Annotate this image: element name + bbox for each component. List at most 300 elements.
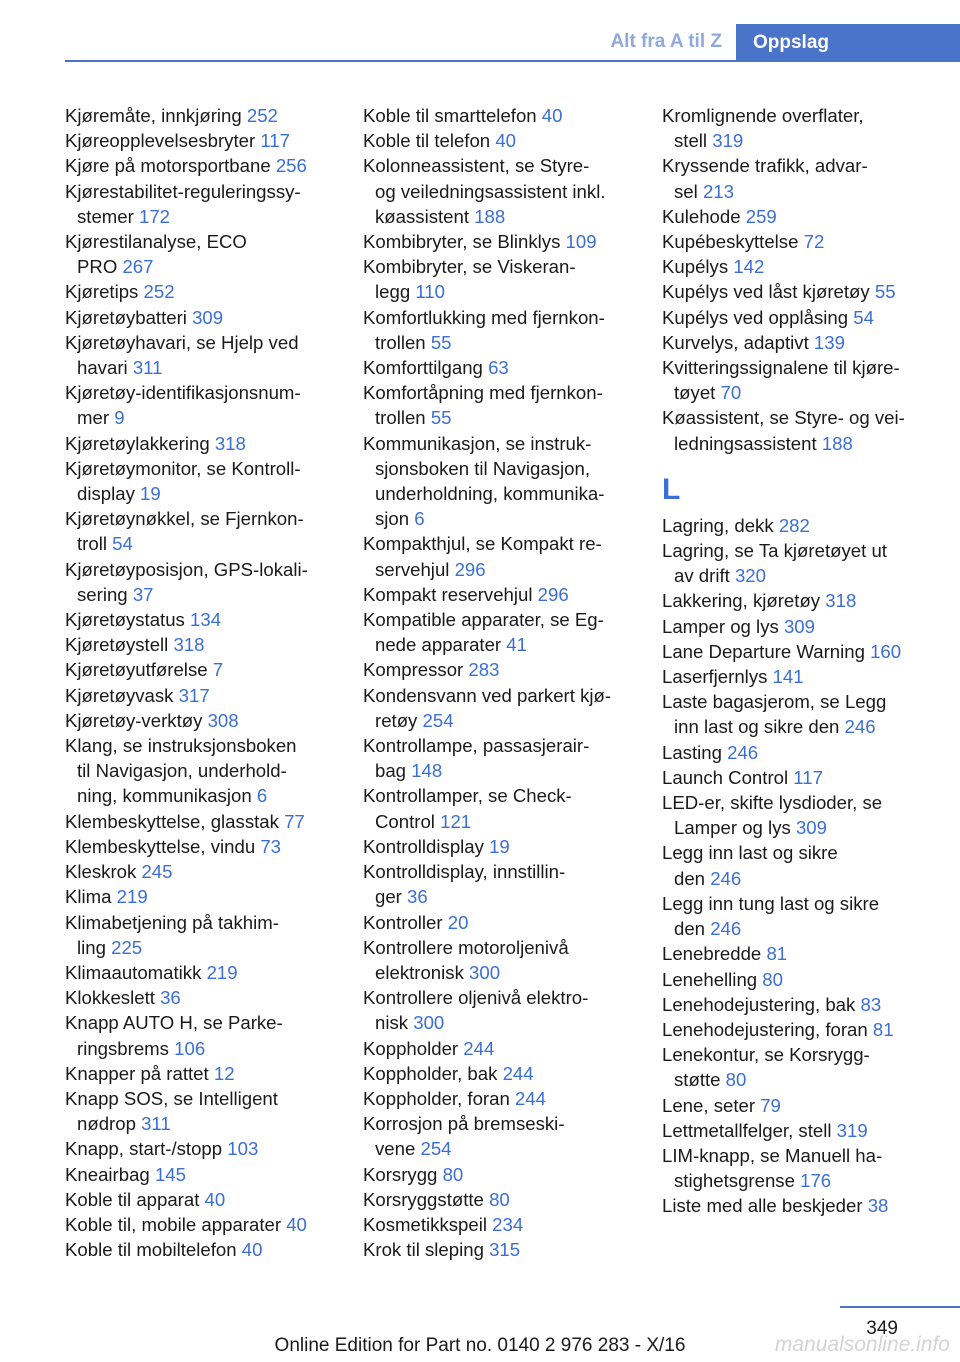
index-entry xyxy=(65,960,347,985)
index-entry-text: elektronisk xyxy=(375,961,470,983)
page-reference-link[interactable]: 81 xyxy=(872,1018,894,1040)
index-entry-text: Lenehelling xyxy=(662,968,763,990)
page-reference-link[interactable]: 36 xyxy=(160,987,181,1009)
index-entry-text: Koppholder xyxy=(363,1037,464,1059)
index-entry-text: Kromlignende overflater, xyxy=(662,105,864,126)
index-entry-text: Kjøreopplevelsesbryter xyxy=(65,130,261,152)
index-entry-text: stighetsgrense xyxy=(674,1170,801,1192)
index-entry xyxy=(363,834,649,859)
index-entry xyxy=(363,1212,649,1237)
page-reference-link[interactable]: 244 xyxy=(463,1037,495,1059)
index-entry-text: og veiledningsassistent inkl. xyxy=(375,180,606,202)
page-reference-link[interactable]: 106 xyxy=(174,1037,206,1059)
index-entry xyxy=(65,1162,347,1187)
page-reference-link[interactable]: 309 xyxy=(192,306,224,328)
index-entry xyxy=(65,985,347,1010)
index-entry xyxy=(662,941,960,966)
page-reference-link[interactable]: 318 xyxy=(825,590,857,612)
index-entry-text: til Navigasjon, underhold- xyxy=(77,760,287,782)
index-entry-text: Kondensvann ved parkert kjø- xyxy=(363,684,612,706)
page-reference-link[interactable]: 109 xyxy=(565,231,597,253)
index-entry xyxy=(363,935,649,985)
index-entry-text: Kjøretøyposisjon, GPS-lokali- xyxy=(65,558,308,580)
index-entry-text: ning, kommunikasjon xyxy=(77,785,257,807)
index-entry-text: Lamper og lys xyxy=(674,817,796,839)
index-entry-text: Komfortåpning med fjernkon- xyxy=(363,382,603,404)
index-entry-text: Koble til smarttelefon xyxy=(363,105,542,126)
index-entry-text: tøyet xyxy=(674,382,721,404)
index-entry xyxy=(363,1237,649,1262)
page-reference-link[interactable]: 72 xyxy=(803,231,825,253)
page-reference-link[interactable]: 300 xyxy=(413,1012,445,1034)
index-entry-text: havari xyxy=(77,357,133,379)
page-reference-link[interactable]: 12 xyxy=(213,1062,235,1084)
index-entry xyxy=(363,229,649,254)
page-reference-link[interactable]: 252 xyxy=(143,281,175,303)
page-reference-link[interactable]: 6 xyxy=(414,508,425,530)
index-entry xyxy=(662,588,960,613)
index-entry-text: Køassistent, se Styre- og vei- xyxy=(662,407,905,429)
index-entry-text: LIM-knapp, se Manuell ha- xyxy=(662,1144,883,1166)
index-entry-text: Kontroller xyxy=(363,911,448,933)
index-entry-text: sjon xyxy=(375,508,415,530)
index-entry-text: Kurvelys, adaptivt xyxy=(662,331,814,353)
section-title: Alt fra A til Z xyxy=(610,31,722,52)
index-entry-text: Lamper og lys xyxy=(662,615,784,637)
index-entry xyxy=(65,708,347,733)
index-entry-text: sel xyxy=(674,180,703,202)
index-entry xyxy=(662,405,960,455)
page-number: 349 xyxy=(866,1318,898,1339)
page-reference-link[interactable]: 319 xyxy=(836,1119,868,1141)
index-entry xyxy=(65,884,347,909)
index-entry-text: trollen xyxy=(375,407,431,429)
index-entry-text: servehjul xyxy=(375,558,455,580)
index-entry-text: Kryssende trafikk, advar- xyxy=(662,155,868,177)
index-entry xyxy=(662,1042,960,1092)
index-entry xyxy=(662,229,960,254)
index-entry-text: troll xyxy=(77,533,113,555)
index-entry xyxy=(65,733,347,809)
index-entry xyxy=(662,1093,960,1118)
page-reference-link[interactable]: 308 xyxy=(207,709,239,731)
index-entry-text: Kjøretøylakkering xyxy=(65,432,215,454)
index-entry xyxy=(662,664,960,689)
index-entry-text: Knapp AUTO H, se Parke- xyxy=(65,1012,283,1034)
index-entry-text: Kombibryter, se Blinklys xyxy=(363,231,566,253)
index-entry xyxy=(65,1086,347,1136)
index-entry-text: nede apparater xyxy=(375,634,507,656)
index-entry-text: Kneairbag xyxy=(65,1163,155,1185)
page-reference-link[interactable]: 36 xyxy=(407,886,428,908)
page-reference-link[interactable]: 160 xyxy=(870,640,902,662)
page-reference-link[interactable]: 121 xyxy=(440,810,472,832)
index-entry-text: Knapp SOS, se Intelligent xyxy=(65,1087,278,1109)
index-entry-text: Kjøretøystatus xyxy=(65,609,191,631)
index-entry-text: Kontrollere oljenivå elektro- xyxy=(363,987,589,1009)
index-entry-text: Lagring, dekk xyxy=(662,514,779,536)
index-entry-text: Klimabetjening på takhim- xyxy=(65,911,279,933)
page-reference-link[interactable]: 318 xyxy=(214,432,246,454)
index-entry-text: Kjøretøyutførelse xyxy=(65,659,213,681)
index-entry xyxy=(662,330,960,355)
index-entry-text: Klokkeslett xyxy=(65,987,161,1009)
index-entry xyxy=(65,229,347,279)
page-reference-link[interactable]: 311 xyxy=(132,357,163,379)
index-entry xyxy=(363,380,649,430)
index-entry-text: Lettmetallfelger, stell xyxy=(662,1119,837,1141)
index-entry xyxy=(363,657,649,682)
page-reference-link[interactable]: 6 xyxy=(256,785,268,807)
page-reference-link[interactable]: 139 xyxy=(813,331,845,353)
index-entry-text: Kjørestabilitet-reguleringssy- xyxy=(65,180,301,202)
index-entry-text: Komfortlukking med fjernkon- xyxy=(363,306,605,328)
page-reference-link[interactable]: 80 xyxy=(725,1069,747,1091)
index-entry xyxy=(662,765,960,790)
page-reference-link[interactable]: 254 xyxy=(420,1138,452,1160)
index-entry-text: den xyxy=(674,867,711,889)
page-reference-link[interactable]: 141 xyxy=(772,666,804,688)
page-reference-link[interactable]: 80 xyxy=(442,1163,464,1185)
index-entry xyxy=(65,153,347,178)
page-reference-link[interactable]: 320 xyxy=(734,565,766,587)
index-entry-text: Kjøre på motorsportbane xyxy=(65,155,276,177)
page-reference-link[interactable]: 73 xyxy=(260,835,282,857)
index-entry-text: ger xyxy=(375,886,408,908)
index-entry-text: Komforttilgang xyxy=(363,357,489,379)
page-reference-link[interactable]: 219 xyxy=(116,886,148,908)
index-entry-text: Kommunikasjon, se instruk- xyxy=(363,432,592,454)
index-entry xyxy=(363,1036,649,1061)
index-entry-text: Koble til telefon xyxy=(363,130,496,152)
page-reference-link[interactable]: 188 xyxy=(821,432,853,454)
page-reference-link[interactable]: 9 xyxy=(114,407,125,429)
page-reference-link[interactable]: 142 xyxy=(733,256,765,278)
index-entry-text: Kjøretøy-verktøy xyxy=(65,709,208,731)
index-entry xyxy=(662,840,960,890)
page-reference-link[interactable]: 20 xyxy=(447,911,469,933)
index-entry xyxy=(363,607,649,657)
index-entry xyxy=(662,967,960,992)
index-entry xyxy=(363,683,649,733)
index-entry xyxy=(363,1061,649,1086)
index-entry xyxy=(662,1193,960,1218)
index-entry xyxy=(662,305,960,330)
page-reference-link[interactable]: 40 xyxy=(204,1188,226,1210)
index-entry-text: Knapp, start-/stopp xyxy=(65,1138,228,1160)
index-entry xyxy=(363,305,649,355)
index-entry-text: legg xyxy=(375,281,416,303)
index-entry xyxy=(65,557,347,607)
page-reference-link[interactable]: 40 xyxy=(541,105,563,126)
page-reference-link[interactable]: 54 xyxy=(112,533,133,555)
page-reference-link[interactable]: 296 xyxy=(537,583,569,605)
index-entry-text: trollen xyxy=(375,331,431,353)
page-reference-link[interactable]: 145 xyxy=(154,1163,186,1185)
page-reference-link[interactable]: 41 xyxy=(506,634,527,656)
page-reference-link[interactable]: 55 xyxy=(430,407,452,429)
index-entry-text: Kontrollamper, se Check- xyxy=(363,785,572,807)
index-entry xyxy=(662,103,960,153)
index-entry xyxy=(363,783,649,833)
index-entry xyxy=(65,834,347,859)
index-entry xyxy=(65,179,347,229)
page-reference-link[interactable]: 245 xyxy=(141,861,173,883)
page-reference-link[interactable]: 246 xyxy=(710,918,742,940)
index-entry-text: Kontrolldisplay, innstillin- xyxy=(363,861,566,883)
index-entry xyxy=(662,891,960,941)
page-reference-link[interactable]: 79 xyxy=(760,1094,781,1116)
index-entry xyxy=(662,614,960,639)
page-reference-link[interactable]: 283 xyxy=(468,659,500,681)
page-reference-link[interactable]: 63 xyxy=(488,357,509,379)
index-entry xyxy=(65,809,347,834)
index-entry-text: LED-er, skifte lysdioder, se xyxy=(662,792,883,814)
index-entry-text: sering xyxy=(77,583,133,605)
index-entry-text: Kjøretøymonitor, se Kontroll- xyxy=(65,457,301,479)
index-entry xyxy=(662,279,960,304)
page-reference-link[interactable]: 19 xyxy=(489,835,510,857)
index-entry-text: Kontrollere motoroljenivå xyxy=(363,936,569,958)
page-reference-link[interactable]: 246 xyxy=(727,741,759,763)
page-reference-link[interactable]: 70 xyxy=(720,382,742,404)
index-entry xyxy=(65,103,347,128)
index-entry-text: Koppholder, bak xyxy=(363,1062,503,1084)
page-reference-link[interactable]: 282 xyxy=(778,514,810,536)
index-entry-text: Kjøretøyvask xyxy=(65,684,179,706)
index-entry xyxy=(662,153,960,203)
page-reference-link[interactable]: 19 xyxy=(140,483,161,505)
index-entry-text: køassistent xyxy=(375,205,475,227)
index-entry-text: Koppholder, foran xyxy=(363,1087,515,1109)
index-entry xyxy=(65,607,347,632)
page-reference-link[interactable]: 246 xyxy=(710,867,742,889)
index-entry xyxy=(363,355,649,380)
index-entry-text: PRO xyxy=(77,256,123,278)
index-entry xyxy=(363,910,649,935)
index-entry-text: Lenekontur, se Korsrygg- xyxy=(662,1044,870,1066)
index-entry xyxy=(662,1143,960,1193)
page-reference-link[interactable]: 103 xyxy=(227,1138,259,1160)
index-entry-text: Korsrygg xyxy=(363,1163,443,1185)
index-entry-text: retøy xyxy=(375,709,423,731)
page-reference-link[interactable]: 309 xyxy=(795,817,827,839)
page-reference-link[interactable]: 40 xyxy=(495,130,516,152)
page-reference-link[interactable]: 134 xyxy=(190,609,222,631)
page-reference-link[interactable]: 110 xyxy=(415,281,445,303)
page-reference-link[interactable]: 256 xyxy=(275,155,307,177)
page-reference-link[interactable]: 80 xyxy=(762,968,783,990)
index-entry-text: Klembeskyttelse, vindu xyxy=(65,835,261,857)
index-entry xyxy=(65,657,347,682)
page-reference-link[interactable]: 80 xyxy=(489,1188,510,1210)
index-entry-text: Kulehode xyxy=(662,205,746,227)
index-entry xyxy=(65,1136,347,1161)
page-reference-link[interactable]: 117 xyxy=(793,766,823,788)
edition-note: Online Edition for Part no. 0140 2 976 283 - X/16 xyxy=(274,1335,686,1356)
index-entry-text: sjonsboken til Navigasjon, xyxy=(375,457,590,479)
index-entry-text: Kjøretøy-identifikasjonsnum- xyxy=(65,382,301,404)
page-reference-link[interactable]: 83 xyxy=(860,993,882,1015)
index-entry xyxy=(65,632,347,657)
index-entry-text: støtte xyxy=(674,1069,726,1091)
index-entry-text: Kjørestilanalyse, ECO xyxy=(65,231,247,253)
index-entry-text: Knapper på rattet xyxy=(65,1062,214,1084)
index-entry xyxy=(662,992,960,1017)
index-entry-text: Lenehodejustering, foran xyxy=(662,1018,873,1040)
index-entry-text: Kleskrok xyxy=(65,861,142,883)
page-reference-link[interactable]: 234 xyxy=(492,1213,524,1235)
page-reference-link[interactable]: 81 xyxy=(766,943,788,965)
index-entry-text: Kolonneassistent, se Styre- xyxy=(363,155,590,177)
page-reference-link[interactable]: 38 xyxy=(867,1195,889,1217)
index-entry-text: Launch Control xyxy=(662,766,794,788)
index-entry-text: Lenehodejustering, bak xyxy=(662,993,861,1015)
index-entry-text: Klimaautomatikk xyxy=(65,961,207,983)
index-entry xyxy=(363,128,649,153)
index-entry-text: Kombibryter, se Viskeran- xyxy=(363,256,576,278)
page-reference-link[interactable]: 148 xyxy=(411,760,443,782)
page-reference-link[interactable]: 77 xyxy=(284,810,305,832)
page-reference-link[interactable]: 252 xyxy=(246,105,278,126)
index-entry xyxy=(662,355,960,405)
index-entry-text: Kompatible apparater, se Eg- xyxy=(363,609,604,631)
index-entry-text: display xyxy=(77,483,141,505)
index-entry xyxy=(65,330,347,380)
index-entry-text: Kjøretøybatteri xyxy=(65,306,193,328)
index-entry-text: Kompakt reservehjul xyxy=(363,583,538,605)
index-entry-text: stell xyxy=(674,130,713,152)
index-entry xyxy=(662,204,960,229)
watermark: manualsonline.info xyxy=(774,1333,950,1356)
index-entry xyxy=(65,456,347,506)
index-column-1 xyxy=(65,103,347,1262)
page-reference-link[interactable]: 55 xyxy=(430,331,452,353)
page-reference-link[interactable]: 40 xyxy=(286,1213,307,1235)
index-entry-text: Lene, seter xyxy=(662,1094,761,1116)
page-reference-link[interactable]: 315 xyxy=(489,1239,521,1261)
index-entry-text: Kjøremåte, innkjøring xyxy=(65,105,247,126)
index-entry xyxy=(363,733,649,783)
index-entry xyxy=(662,513,960,538)
index-entry xyxy=(363,985,649,1035)
page-reference-link[interactable]: 219 xyxy=(206,961,238,983)
header-rule xyxy=(65,60,960,62)
page-reference-link[interactable]: 188 xyxy=(474,205,506,227)
index-entry-text: Kupélys ved låst kjøretøy xyxy=(662,281,875,303)
index-entry-text: Krok til sleping xyxy=(363,1239,490,1261)
page-reference-link[interactable]: 246 xyxy=(844,716,876,738)
index-entry xyxy=(65,1010,347,1060)
page-reference-link[interactable]: 213 xyxy=(702,180,734,202)
index-entry-text: Klembeskyttelse, glasstak xyxy=(65,810,285,832)
index-entry-text: Korrosjon på bremseski- xyxy=(363,1113,565,1135)
page-reference-link[interactable]: 40 xyxy=(241,1239,263,1261)
page-reference-link[interactable]: 54 xyxy=(853,306,874,328)
page-reference-link[interactable]: 318 xyxy=(173,634,205,656)
index-entry xyxy=(662,538,960,588)
index-entry xyxy=(662,1118,960,1143)
index-entry-text: Kjøretips xyxy=(65,281,144,303)
index-entry-text: Klang, se instruksjonsboken xyxy=(65,735,297,757)
index-entry-text: Koble til apparat xyxy=(65,1188,205,1210)
index-entry xyxy=(65,305,347,330)
index-entry-text: Legg inn tung last og sikre xyxy=(662,892,880,914)
page-reference-link[interactable]: 311 xyxy=(141,1113,171,1135)
index-entry xyxy=(65,1187,347,1212)
index-entry-text: Kvitteringssignalene til kjøre- xyxy=(662,357,900,379)
index-entry xyxy=(363,1086,649,1111)
index-entry xyxy=(65,1237,347,1262)
index-entry xyxy=(65,128,347,153)
page-reference-link[interactable]: 172 xyxy=(139,205,171,227)
index-entry-text: stemer xyxy=(77,205,139,227)
index-entry xyxy=(65,683,347,708)
index-entry-text: Kontrollampe, passasjerair- xyxy=(363,735,590,757)
page-reference-link[interactable]: 7 xyxy=(212,659,224,681)
index-entry-text: Korsryggstøtte xyxy=(363,1188,490,1210)
index-entry-text: Kupélys ved opplåsing xyxy=(662,306,854,328)
index-entry-text: ringsbrems xyxy=(77,1037,175,1059)
index-entry-text: bag xyxy=(375,760,412,782)
index-entry xyxy=(662,790,960,840)
chapter-tab: Oppslag xyxy=(736,24,960,62)
page-reference-link[interactable]: 254 xyxy=(422,709,454,731)
index-entry-text: ling xyxy=(77,936,112,958)
page-reference-link[interactable]: 37 xyxy=(132,583,154,605)
index-entry-text: Kosmetikkspeil xyxy=(363,1213,493,1235)
index-entry xyxy=(65,1212,347,1237)
index-entry xyxy=(363,431,649,532)
index-entry xyxy=(363,103,649,128)
index-letter-heading: L xyxy=(662,472,681,506)
index-entry-text: nødrop xyxy=(77,1113,142,1135)
page-reference-link[interactable]: 319 xyxy=(712,130,744,152)
index-entry-text: Kupébeskyttelse xyxy=(662,231,804,253)
index-entry xyxy=(363,859,649,909)
index-entry xyxy=(363,1187,649,1212)
index-entry-text: Laserfjernlys xyxy=(662,666,773,688)
index-entry xyxy=(65,1061,347,1086)
page-reference-link[interactable]: 267 xyxy=(122,256,154,278)
index-entry-text: inn last og sikre den xyxy=(674,716,845,738)
page-reference-link[interactable]: 244 xyxy=(514,1087,546,1109)
page-reference-link[interactable]: 300 xyxy=(469,961,501,983)
page-reference-link[interactable]: 296 xyxy=(454,558,486,580)
index-entry xyxy=(662,740,960,765)
page-reference-link[interactable]: 317 xyxy=(178,684,210,706)
page-reference-link[interactable]: 244 xyxy=(502,1062,534,1084)
page-reference-link[interactable]: 225 xyxy=(111,936,143,958)
footer-rule xyxy=(840,1306,960,1308)
index-entry xyxy=(65,380,347,430)
index-entry-text: Koble til, mobile apparater xyxy=(65,1213,287,1235)
index-entry xyxy=(363,153,649,229)
index-entry xyxy=(363,1111,649,1161)
page-reference-link[interactable]: 117 xyxy=(260,130,290,152)
page-reference-link[interactable]: 259 xyxy=(745,205,777,227)
index-entry xyxy=(65,506,347,556)
page-reference-link[interactable]: 309 xyxy=(783,615,815,637)
index-entry-text: mer xyxy=(77,407,115,429)
index-entry-text: Liste med alle beskjeder xyxy=(662,1195,868,1217)
page-reference-link[interactable]: 55 xyxy=(874,281,896,303)
page-reference-link[interactable]: 176 xyxy=(800,1170,832,1192)
index-entry xyxy=(65,279,347,304)
index-entry xyxy=(662,254,960,279)
index-entry-text: ledningsassistent xyxy=(674,432,822,454)
index-entry-text: Lakkering, kjøretøy xyxy=(662,590,826,612)
